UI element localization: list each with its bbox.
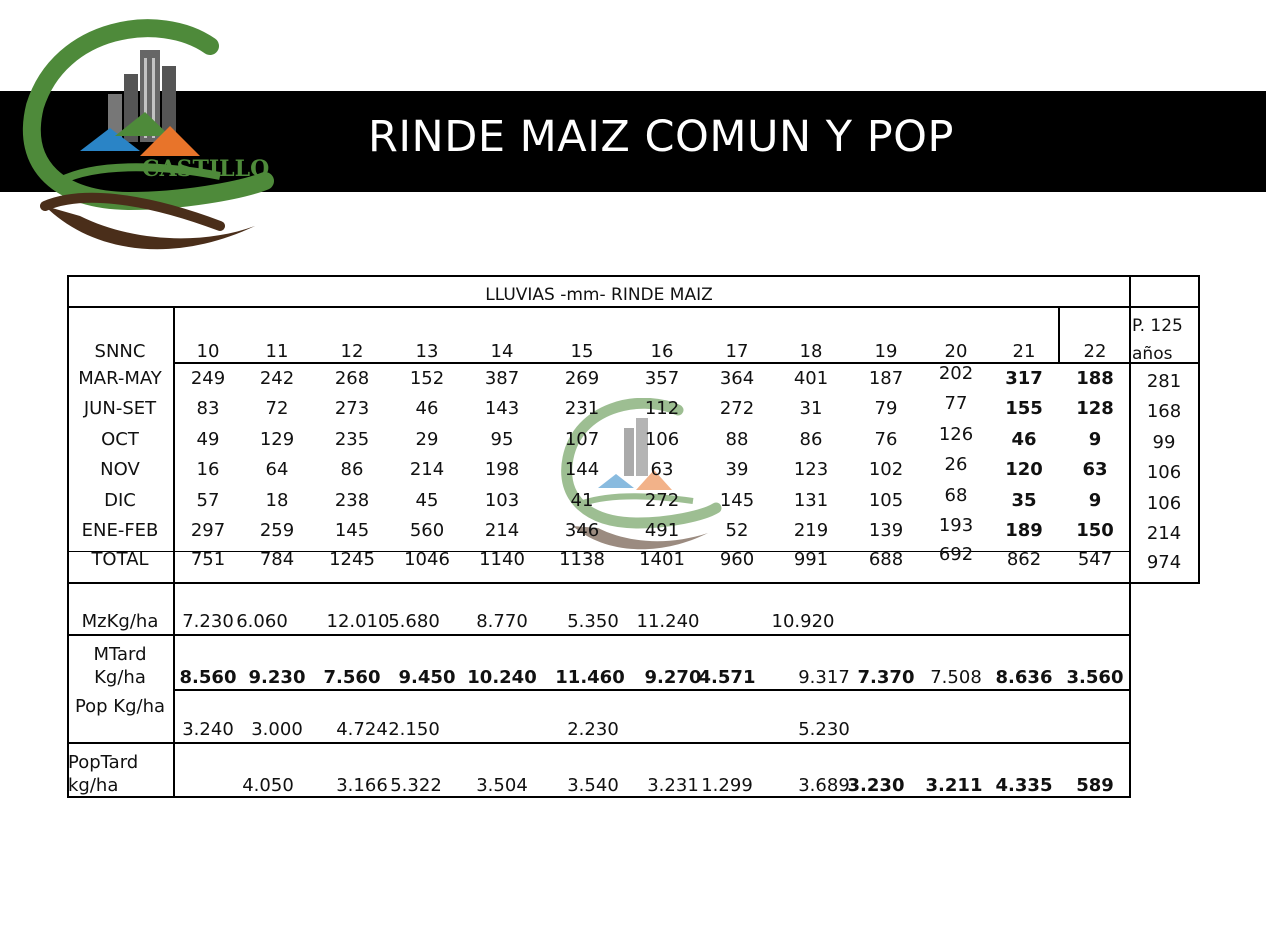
rain-value: 120: [1005, 459, 1043, 480]
rain-value: 202: [938, 363, 974, 384]
page-title: RINDE MAIZ COMUN Y POP: [368, 112, 954, 162]
avg-value: 106: [1146, 493, 1182, 514]
rain-value: 152: [409, 368, 445, 389]
rain-value: 1140: [479, 549, 525, 570]
rain-value: 105: [868, 490, 904, 511]
row-label: DIC: [104, 490, 136, 511]
mz-value: 6.060: [236, 611, 288, 632]
avg-value: 974: [1146, 552, 1182, 573]
rain-value: 145: [334, 520, 370, 541]
pop-value: 2.150: [388, 719, 440, 740]
mz-value: 5.680: [388, 611, 440, 632]
rain-value: 219: [793, 520, 829, 541]
poptard-value: 1.299: [701, 775, 753, 796]
rain-value: 29: [415, 429, 439, 450]
rain-value: 491: [644, 520, 680, 541]
yield-divider-2: [173, 689, 1130, 691]
rain-value: 364: [719, 368, 755, 389]
year-header: 22: [1083, 341, 1107, 362]
rain-value: 560: [409, 520, 445, 541]
rain-value: 139: [868, 520, 904, 541]
rain-value: 63: [650, 459, 674, 480]
table-border-top: [67, 275, 1200, 277]
mtard-value: 9.230: [248, 667, 306, 688]
rain-value: 49: [196, 429, 220, 450]
rain-value: 231: [564, 398, 600, 419]
rain-value: 107: [564, 429, 600, 450]
avg-header-line1: P. 125: [1132, 316, 1183, 336]
rain-value: 57: [196, 490, 220, 511]
year-header: 13: [415, 341, 439, 362]
rain-value: 16: [196, 459, 220, 480]
mtard-value: 4.571: [698, 667, 756, 688]
row-label: NOV: [100, 459, 140, 480]
pop-value: 5.230: [798, 719, 850, 740]
poptard-value: 3.689: [798, 775, 850, 796]
mtard-label-line2: Kg/ha: [94, 667, 146, 688]
table-caption: LLUVIAS -mm- RINDE MAIZ: [485, 285, 713, 305]
rain-value: 346: [564, 520, 600, 541]
mtard-value: 8.636: [995, 667, 1053, 688]
mz-value: 5.350: [567, 611, 619, 632]
table-caption-divider: [67, 306, 1200, 308]
rain-value: 64: [265, 459, 289, 480]
rain-value: 960: [719, 549, 755, 570]
rain-value: 26: [944, 454, 968, 475]
poptard-value: 3.230: [847, 775, 905, 796]
castillo-logo: [20, 16, 280, 266]
rain-value: 52: [725, 520, 749, 541]
mz-value: 8.770: [476, 611, 528, 632]
rain-value: 95: [490, 429, 514, 450]
mtard-value: 10.240: [467, 667, 537, 688]
poptard-value: 3.211: [925, 775, 983, 796]
corner-label: SNNC: [94, 341, 146, 362]
rain-value: 143: [484, 398, 520, 419]
year22-divider: [1058, 306, 1060, 364]
rain-value: 126: [938, 424, 974, 445]
rain-value: 145: [719, 490, 755, 511]
year-header: 14: [490, 341, 514, 362]
rain-value: 688: [868, 549, 904, 570]
rain-value: 131: [793, 490, 829, 511]
rain-value: 123: [793, 459, 829, 480]
rain-value: 401: [793, 368, 829, 389]
row-label: JUN-SET: [83, 398, 157, 419]
rain-value: 45: [415, 490, 439, 511]
rain-value: 751: [190, 549, 226, 570]
avg-value: 214: [1146, 523, 1182, 544]
rain-value: 1138: [559, 549, 605, 570]
year-header: 18: [799, 341, 823, 362]
rain-value: 268: [334, 368, 370, 389]
year-header: 12: [340, 341, 364, 362]
logo-text: CASTILLO: [142, 156, 270, 182]
rain-value: 41: [570, 490, 594, 511]
rain-value: 317: [1005, 368, 1043, 389]
rain-value: 144: [564, 459, 600, 480]
poptard-value: 3.231: [647, 775, 699, 796]
rain-value: 198: [484, 459, 520, 480]
rain-value: 129: [259, 429, 295, 450]
rain-value: 1245: [329, 549, 375, 570]
rain-value: 102: [868, 459, 904, 480]
poptard-label-line2: kg/ha: [68, 775, 119, 796]
rain-value: 150: [1076, 520, 1114, 541]
rain-value: 272: [644, 490, 680, 511]
rain-value: 77: [944, 393, 968, 414]
rain-value: 235: [334, 429, 370, 450]
avg-header-line2: años: [1132, 344, 1173, 364]
row-label: TOTAL: [91, 549, 149, 570]
pop-value: 2.230: [567, 719, 619, 740]
mtard-value: 3.560: [1066, 667, 1124, 688]
avg-value: 99: [1152, 432, 1176, 453]
avg-value: 281: [1146, 371, 1182, 392]
rain-value: 269: [564, 368, 600, 389]
yield-divider-3: [67, 742, 1130, 744]
table-rain-bottom: [67, 582, 1200, 584]
avg-value: 168: [1146, 401, 1182, 422]
rain-value: 272: [719, 398, 755, 419]
rain-value: 72: [265, 398, 289, 419]
rain-value: 862: [1006, 549, 1042, 570]
rain-value: 63: [1082, 459, 1108, 480]
rain-value: 88: [725, 429, 749, 450]
rain-value: 991: [793, 549, 829, 570]
avg-column-divider: [1129, 275, 1131, 798]
rain-value: 46: [1011, 429, 1037, 450]
rain-value: 18: [265, 490, 289, 511]
rain-value: 214: [484, 520, 520, 541]
rain-value: 76: [874, 429, 898, 450]
label-column-divider: [173, 306, 175, 798]
rain-value: 68: [944, 485, 968, 506]
rain-value: 39: [725, 459, 749, 480]
poptard-value: 3.540: [567, 775, 619, 796]
mtard-value: 9.450: [398, 667, 456, 688]
pop-value: 3.240: [182, 719, 234, 740]
mtard-value: 11.460: [555, 667, 625, 688]
rain-value: 187: [868, 368, 904, 389]
row-label: ENE-FEB: [81, 520, 159, 541]
table-border-bottom: [67, 796, 1130, 798]
rain-value: 106: [644, 429, 680, 450]
rain-value: 9: [1088, 429, 1102, 450]
rain-value: 46: [415, 398, 439, 419]
year-header: 11: [265, 341, 289, 362]
poptard-value: 3.166: [336, 775, 388, 796]
poptard-value: 4.050: [242, 775, 294, 796]
mz-value: 11.240: [636, 611, 700, 632]
rain-value: 112: [644, 398, 680, 419]
rain-value: 189: [1005, 520, 1043, 541]
mtard-value: 8.560: [179, 667, 237, 688]
rain-value: 86: [340, 459, 364, 480]
avg-value: 106: [1146, 462, 1182, 483]
mz-value: 10.920: [771, 611, 835, 632]
mtard-label-line1: MTard: [93, 644, 147, 665]
rain-value: 387: [484, 368, 520, 389]
yield-divider-1: [67, 634, 1130, 636]
mz-value: 7.230: [182, 611, 234, 632]
rain-value: 103: [484, 490, 520, 511]
rain-value: 1401: [639, 549, 685, 570]
year-header: 15: [570, 341, 594, 362]
poptard-value: 3.504: [476, 775, 528, 796]
poptard-value: 4.335: [995, 775, 1053, 796]
row-label: MAR-MAY: [78, 368, 162, 389]
poptard-value: 589: [1076, 775, 1114, 796]
year-header: 21: [1012, 341, 1036, 362]
mtard-value: 9.317: [798, 667, 850, 688]
rain-value: 784: [259, 549, 295, 570]
year-header: 16: [650, 341, 674, 362]
mtard-value: 7.508: [930, 667, 982, 688]
mtard-value: 9.270: [644, 667, 702, 688]
rain-value: 86: [799, 429, 823, 450]
table-border-right: [1198, 275, 1200, 584]
rain-value: 214: [409, 459, 445, 480]
year-header: 10: [196, 341, 220, 362]
rain-value: 31: [799, 398, 823, 419]
year-header: 19: [874, 341, 898, 362]
mz-label: MzKg/ha: [81, 611, 159, 632]
rain-value: 155: [1005, 398, 1043, 419]
year-header: 20: [944, 341, 968, 362]
rain-value: 238: [334, 490, 370, 511]
rain-value: 9: [1088, 490, 1102, 511]
rain-value: 547: [1077, 549, 1113, 570]
rain-value: 249: [190, 368, 226, 389]
poptard-label-line1: PopTard: [68, 752, 139, 773]
mtard-value: 7.560: [323, 667, 381, 688]
rain-value: 273: [334, 398, 370, 419]
poptard-value: 5.322: [390, 775, 442, 796]
pop-label: Pop Kg/ha: [74, 696, 166, 717]
mtard-value: 7.370: [857, 667, 915, 688]
year-header: 17: [725, 341, 749, 362]
pop-value: 4.724: [336, 719, 388, 740]
rain-value: 1046: [404, 549, 450, 570]
rain-value: 128: [1076, 398, 1114, 419]
rain-value: 188: [1076, 368, 1114, 389]
rain-value: 297: [190, 520, 226, 541]
pop-value: 3.000: [251, 719, 303, 740]
rain-value: 193: [938, 515, 974, 536]
rain-value: 35: [1011, 490, 1037, 511]
rain-value: 79: [874, 398, 898, 419]
rain-value: 242: [259, 368, 295, 389]
rain-value: 83: [196, 398, 220, 419]
table-header-divider: [173, 362, 1200, 364]
mz-value: 12.010: [326, 611, 390, 632]
row-label: OCT: [101, 429, 139, 450]
rain-value: 692: [938, 544, 974, 565]
rain-value: 259: [259, 520, 295, 541]
rain-value: 357: [644, 368, 680, 389]
